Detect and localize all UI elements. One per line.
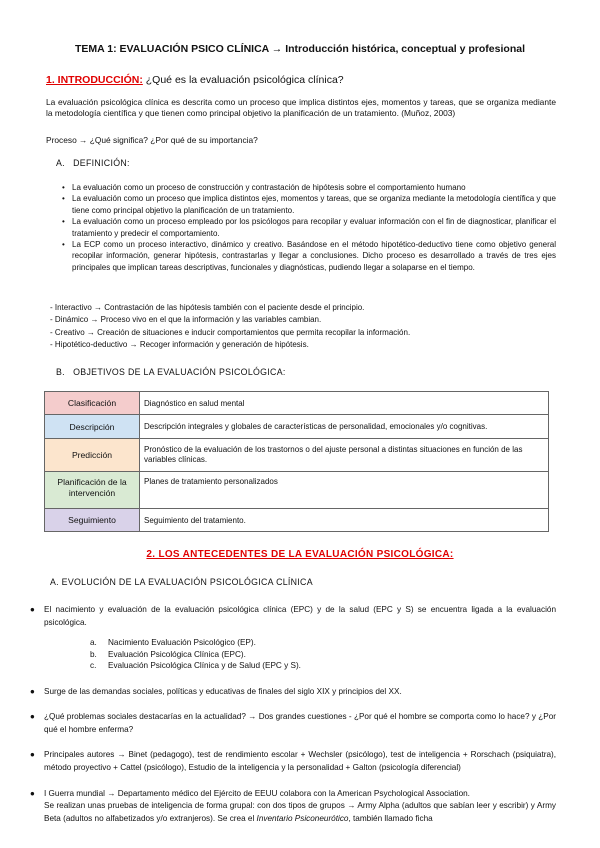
list-item (90, 649, 301, 661)
bullet-nacimiento (30, 604, 556, 629)
bullet-problemas (30, 711, 556, 736)
table-row (45, 415, 549, 439)
definition-item: • La evaluación como un proceso que implica distintos ejes, momentos y tareas, que se organiza mediante la metodología científica y que tiene como principal objetivo la planificación de un tratamiento. (62, 193, 556, 216)
bullet-text: ¿Qué problemas sociales destacarías en la actualidad? → Dos grandes cuestiones - ¿Por qué el hombre se comporta como lo hace? y ¿Por qué el hombre enferma? (44, 712, 556, 734)
bullet-dot-icon: ● (30, 687, 35, 696)
subsection-b-marker: B. (56, 367, 65, 377)
section-1-heading (46, 74, 344, 86)
guerra-continuation (44, 800, 556, 825)
dash-item: - Creativo → Creación de situaciones e inducir comportamientos que permita recopilar la información. (50, 327, 411, 337)
list-marker: a. (90, 638, 97, 647)
section-1-label: 1. INTRODUCCIÓN: (46, 74, 143, 86)
list-item (90, 660, 301, 672)
objective-desc: Planes de tratamiento personalizados (140, 472, 549, 509)
definition-item: • La evaluación como un proceso de construcción y contrastación de hipótesis sobre el comportamiento humano (62, 182, 556, 193)
objective-name: Clasificación (45, 392, 140, 415)
objective-desc: Descripción integrales y globales de características de personalidad, emocionales y/o cognitivas. (140, 415, 549, 439)
objectives-table (44, 391, 549, 532)
list-marker: c. (90, 661, 97, 670)
subsection-a-marker: A. (56, 158, 65, 168)
subsection-a-label: DEFINICIÓN: (73, 158, 130, 168)
bullet-dot-icon: ● (30, 750, 35, 759)
objective-desc: Diagnóstico en salud mental (140, 392, 549, 415)
bullet-autores (30, 749, 556, 774)
definition-item: • La ECP como un proceso interactivo, dinámico y creativo. Basándose en el método hipotético-deductivo tiene como objetivo general recopilar información, generar hipótesis, contrastarlas y llegar a conclusiones. Dicho proceso es desarrollado a través de tres ejes principales que implican tareas descriptivas, funcionales y diagnósticas, pudiendo llegar a solaparse en el tiempo. (62, 239, 556, 273)
subsection-2a-heading: A. EVOLUCIÓN DE LA EVALUACIÓN PSICOLÓGICA CLÍNICA (50, 577, 313, 587)
table-row (45, 472, 549, 509)
dash-item: - Hipotético-deductivo → Recoger información y generación de hipótesis. (50, 340, 309, 350)
objective-name: Planificación de la intervención (45, 472, 140, 509)
section-1-question: ¿Qué es la evaluación psicológica clínica? (142, 74, 344, 86)
bullet-dot-icon: ● (30, 605, 35, 614)
subsection-b-label: OBJETIVOS DE LA EVALUACIÓN PSICOLÓGICA: (73, 367, 286, 377)
bullet-dot-icon: ● (30, 789, 35, 798)
list-text: Evaluación Psicológica Clínica (EPC). (108, 649, 246, 659)
objective-desc: Pronóstico de la evaluación de los trastornos o del ajuste personal a distintas situaciones en función de las variables clínicas. (140, 439, 549, 472)
objective-name: Predicción (45, 439, 140, 472)
bullet-text: Surge de las demandas sociales, políticas y educativas de finales del siglo XIX y principios del XX. (44, 687, 402, 696)
subsection-b-heading (56, 367, 286, 377)
subsection-a-heading (56, 158, 130, 168)
page-title: TEMA 1: EVALUACIÓN PSICO CLÍNICA → Introducción histórica, conceptual y profesional (75, 43, 525, 55)
bullet-text: I Guerra mundial → Departamento médico del Ejército de EEUU colabora con la American Psychological Association. (44, 789, 470, 798)
dash-item: - Interactivo → Contrastación de las hipótesis también con el paciente desde el principio. (50, 303, 365, 312)
list-text: Evaluación Psicológica Clínica y de Salud (EPC y S). (108, 661, 301, 670)
definition-item: • La evaluación como un proceso empleado por los psicólogos para recopilar y evaluar información con el fin de diagnosticar, planificar el tratamiento y predecir el comportamiento. (62, 216, 556, 239)
table-row (45, 439, 549, 472)
list-text: Nacimiento Evaluación Psicológico (EP). (108, 638, 256, 647)
objective-desc: Seguimiento del tratamiento. (140, 509, 549, 532)
objective-name: Seguimiento (45, 509, 140, 532)
inventario-title: Inventario Psiconeurótico (256, 813, 349, 823)
continuation-text: , también llamado ficha (348, 813, 433, 823)
dash-item: - Dinámico → Proceso vivo en el que la información y las variables cambian. (50, 315, 322, 325)
section-2-heading: 2. LOS ANTECEDENTES DE LA EVALUACIÓN PSICOLÓGICA: (146, 549, 454, 560)
bullet-dot-icon: ● (30, 712, 35, 721)
objective-name: Descripción (45, 415, 140, 439)
intro-paragraph: La evaluación psicológica clínica es descrita como un proceso que implica distintos ejes, momentos y tareas, que se organiza mediante la metodología científica y que tienen como principal objetivo la planificación de un tratamiento. (Muñoz, 2003) (46, 97, 556, 118)
bullet-text: El nacimiento y evaluación de la evaluación psicológica clínica (EPC) y de la salud (EPC y S) se encuentra ligada a la evaluación psicológica. (44, 605, 556, 627)
list-marker: b. (90, 649, 97, 659)
definition-list (62, 182, 556, 273)
list-item (90, 637, 301, 649)
table-row (45, 509, 549, 532)
proceso-line: Proceso → ¿Qué significa? ¿Por qué de su importancia? (46, 135, 258, 145)
continuation-text: Se realizan unas pruebas de inteligencia de forma grupal: con dos tipos de grupos → Army Alpha (adultos que sabían leer y escribir) y Army Beta (adultos no alfabetizados y/o extranjeros). Se crea el (44, 801, 556, 823)
bullet-text: Principales autores → Binet (pedagogo), test de rendimiento escolar + Wechsler (psicólogo), test de inteligencia + Rorschach (psiquiatra), método proyectivo + Cattel (psicólogo), Estudio de la inteligencia y la personalidad + Galton (psicología diferencial) (44, 750, 556, 772)
bullet-surge (30, 686, 556, 699)
bullet-guerra (30, 788, 556, 801)
sub-list (90, 637, 301, 672)
table-row (45, 392, 549, 415)
dash-list (50, 302, 560, 352)
